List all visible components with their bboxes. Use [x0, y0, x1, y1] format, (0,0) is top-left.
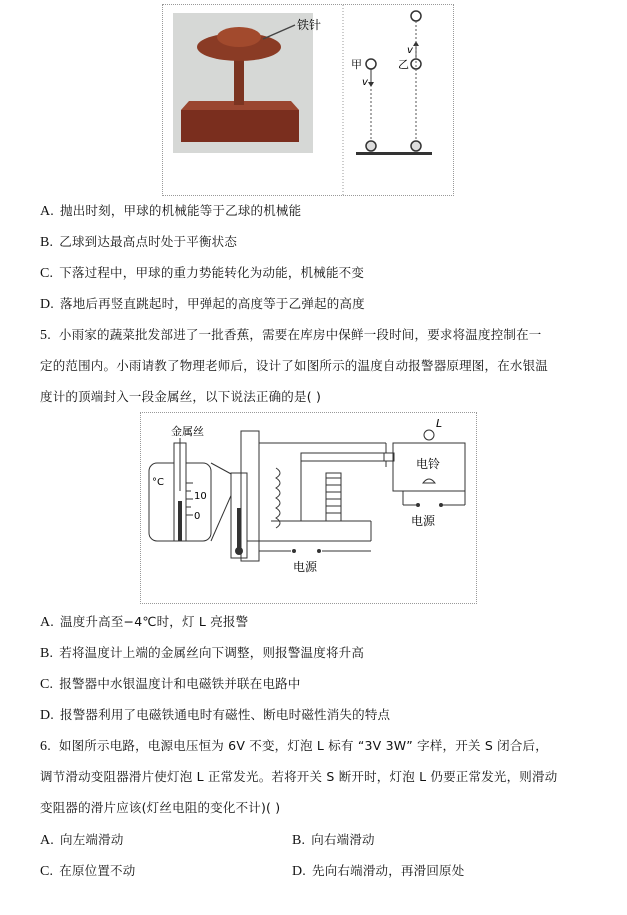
q6-stem-line-3: 变阻器的滑片应该(灯丝电阻的变化不计)( ) — [40, 800, 281, 815]
ball-b-ground — [411, 141, 421, 151]
q4-option-b: B. 乙球到达最高点时处于平衡状态 — [40, 234, 238, 250]
ball-b-top — [411, 11, 421, 21]
q6-option-b: B. 向右端滑动 — [292, 832, 375, 848]
zoom-link-bottom — [211, 491, 233, 541]
mercury-zoom — [178, 501, 182, 541]
spring — [276, 468, 280, 528]
compass-top — [217, 27, 261, 47]
bell-label: 电铃 — [416, 457, 441, 471]
q6-option-d: D. 先向右端滑动，再滑回原处 — [292, 863, 465, 879]
tick-label-low: 0 — [194, 511, 201, 522]
q4-option-d: D. 落地后再竖直跳起时，甲弹起的高度等于乙弹起的高度 — [40, 296, 365, 312]
source-terminal-left — [292, 549, 296, 553]
q6-option-c: C. 在原位置不动 — [40, 863, 136, 879]
thermometer-bulb — [235, 547, 243, 555]
q6-stem-line-2: 调节滑动变阻器滑片使灯泡 L 正常发光。若将开关 S 断开时，灯泡 L 仍要正常发光，则滑动 — [40, 769, 558, 784]
q5-stem-line-3: 度计的顶端封入一段金属丝，以下说法正确的是( ) — [40, 389, 322, 404]
ball-b-start — [411, 59, 421, 69]
armature — [301, 453, 386, 461]
ball-b-velocity: v — [407, 45, 413, 56]
ball-a-velocity: v — [362, 77, 368, 88]
figure-2-drawing — [141, 413, 476, 603]
ball-a-label: 甲 — [351, 58, 362, 71]
q5-option-a: A. 温度升高至−4℃时，灯 L 亮报警 — [40, 614, 249, 630]
q5-stem-line-2: 定的范围内。小雨请教了物理老师后，设计了如图所示的温度自动报警器原理图，在水银温 — [40, 358, 549, 373]
ball-b-label: 乙 — [398, 58, 409, 71]
needle-label: 铁针 — [297, 18, 322, 32]
right-terminal-left — [416, 503, 420, 507]
figure-2 — [140, 412, 477, 604]
ball-a-arrowhead — [368, 82, 374, 87]
figure-1-drawing — [163, 5, 453, 195]
unit-label: °C — [152, 477, 164, 488]
stand-base — [181, 110, 299, 142]
q5-option-b: B. 若将温度计上端的金属丝向下调整，则报警温度将升高 — [40, 645, 365, 661]
lamp — [424, 430, 434, 440]
q4-option-c: C. 下落过程中，甲球的重力势能转化为动能，机械能不变 — [40, 265, 365, 281]
figure-1 — [162, 4, 454, 196]
bell-icon — [423, 479, 435, 483]
wire-label: 金属丝 — [171, 425, 204, 438]
ball-a-start — [366, 59, 376, 69]
source-right-label: 电源 — [411, 514, 436, 528]
source-bottom-label: 电源 — [293, 560, 318, 574]
q5-option-d: D. 报警器利用了电磁铁通电时有磁性、断电时磁性消失的特点 — [40, 707, 391, 723]
zoom-link-top — [211, 463, 233, 475]
ball-a-ground — [366, 141, 376, 151]
right-terminal-right — [439, 503, 443, 507]
lamp-label: L — [436, 417, 443, 430]
electromagnet-core — [326, 473, 341, 521]
q4-option-a: A. 抛出时刻，甲球的机械能等于乙球的机械能 — [40, 203, 302, 219]
q6-option-a: A. 向左端滑动 — [40, 832, 124, 848]
q5-option-c: C. 报警器中水银温度计和电磁铁并联在电路中 — [40, 676, 301, 692]
ground — [356, 152, 432, 155]
q6-stem-line-1: 6. 如图所示电路，电源电压恒为 6V 不变，灯泡 L 标有 “3V 3W” 字样，开关 S 闭合后， — [40, 738, 548, 754]
mercury — [237, 508, 241, 548]
stand-post — [234, 60, 244, 105]
tick-label-high: 10 — [194, 491, 207, 502]
source-terminal-right — [317, 549, 321, 553]
q5-stem-line-1: 5. 小雨家的蔬菜批发部进了一批香蕉，需要在库房中保鲜一段时间，要求将温度控制在一 — [40, 327, 542, 343]
